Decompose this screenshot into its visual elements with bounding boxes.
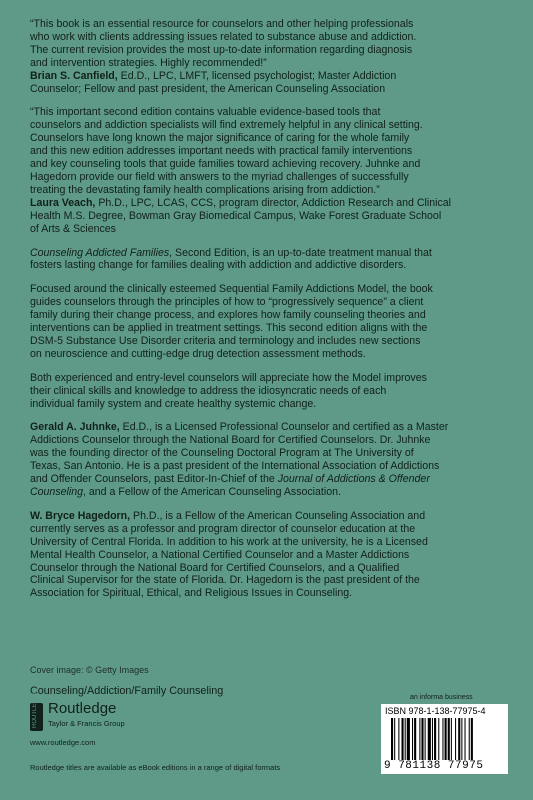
journal-title-cont: Counseling (30, 486, 84, 498)
barcode (381, 704, 508, 774)
routledge-mark-icon: ROUTLEDGE (30, 703, 43, 731)
book-audience: Both experienced and entry-level counselors will appreciate how the Model improves their clinical skills and knowledge to address the idiosyncratic needs of each individual family system and create healthy systemic change. (30, 371, 427, 410)
barcode-bars-icon (391, 718, 501, 762)
back-cover-text (30, 18, 508, 600)
juhnke-name: Gerald A. Juhnke, (30, 421, 120, 434)
publisher-group: Taylor & Francis Group (48, 719, 125, 728)
informa-tagline: an informa business (410, 694, 473, 701)
book-title: Counseling Addicted Families (30, 246, 170, 259)
canfield-name: Brian S. Canfield, (30, 69, 118, 82)
publisher-url: www.routledge.com (30, 738, 96, 747)
journal-title: Journal of Addictions & Offender (277, 473, 430, 486)
bio-hagedorn: W. Bryce Hagedorn, Ph.D., is a Fellow of the American Counseling Association and currently serves as a professor and program director of counselor education at the University of Central Florida. In addition to his work at the university, he is a Licensed Mental Health Counselor, a National Certified Counselor and a Master Addictions Counselor through the National Board for Certified Counselors, and a Qualified Clinical Supervisor for the state of Florida. Dr. Hagedorn is the past president of the Association for Spiritual, Ethical, and Religious Issues in Counseling. (30, 509, 428, 600)
veach-name: Laura Veach, (30, 196, 96, 209)
subject-category: Counseling/Addiction/Family Counseling (30, 685, 224, 697)
book-description: Counseling Addicted Families, Second Edition, is an up-to-date treatment manual that fosters lasting change for families dealing with addiction and addictive disorders. (30, 246, 432, 272)
ebook-note: Routledge titles are available as eBook editions in a range of digital formats (30, 763, 281, 772)
isbn-label: ISBN 978-1-138-77975-4 (385, 706, 486, 716)
quote-veach: “This important second edition contains valuable evidence-based tools that counselors and addiction specialists will find extremely helpful in any clinical setting. Counselors have long known the major significance of caring for the whole family and this new edition addresses important needs with practical family interventions and key counseling tools that guide families toward achieving recovery. Juhnke and Hagedorn provide our field with answers to the myriad challenges of successfully treating the devastating family health complications arising from addiction.” Laura Veach, Ph.D., LPC, LCAS, CCS, program director, Addiction Research and Clinical Health M.S. Degree, Bowman Gray Biomedical Campus, Wake Forest Graduate School of Arts & Sciences (30, 106, 452, 235)
publisher-name: Routledge (48, 700, 117, 717)
hagedorn-name: W. Bryce Hagedorn, (30, 509, 131, 522)
barcode-digits: 9 781138 77975 (384, 760, 484, 772)
bio-juhnke: Gerald A. Juhnke, Ed.D., is a Licensed Professional Counselor and certified as a Master Addictions Counselor through the National Board for Certified Counselors. Dr. Juhnke was the founding director of the Counseling Doctoral Program at The University of Texas, San Antonio. He is a past president of the International Association of Addictions and Offender Counselors, past Editor-In-Chief of the Journal of Addictions & Offender Counseling, and a Fellow of the American Counseling Association. (30, 421, 449, 498)
cover-image-credit: Cover image: © Getty Images (30, 665, 149, 675)
book-focus: Focused around the clinically esteemed Sequential Family Addictions Model, the book guides counselors through the principles of how to “progressively sequence” a client family during their change process, and explores how family counseling theories and interventions can be applied in treatment settings. This second edition aligns with the DSM-5 Substance Use Disorder criteria and terminology and includes new sections on neuroscience and cutting-edge drug detection assessment methods. (30, 283, 433, 360)
quote-canfield: “This book is an essential resource for counselors and other helping professionals who work with clients addressing issues related to substance abuse and addiction. The current revision provides the most up-to-date information regarding diagnosis and intervention strategies. Highly recommended!” Brian S. Canfield, Ed.D., LPC, LMFT, licensed psychologist; Master Addiction Counselor; Fellow and past president, the American Counseling Association (30, 18, 417, 95)
